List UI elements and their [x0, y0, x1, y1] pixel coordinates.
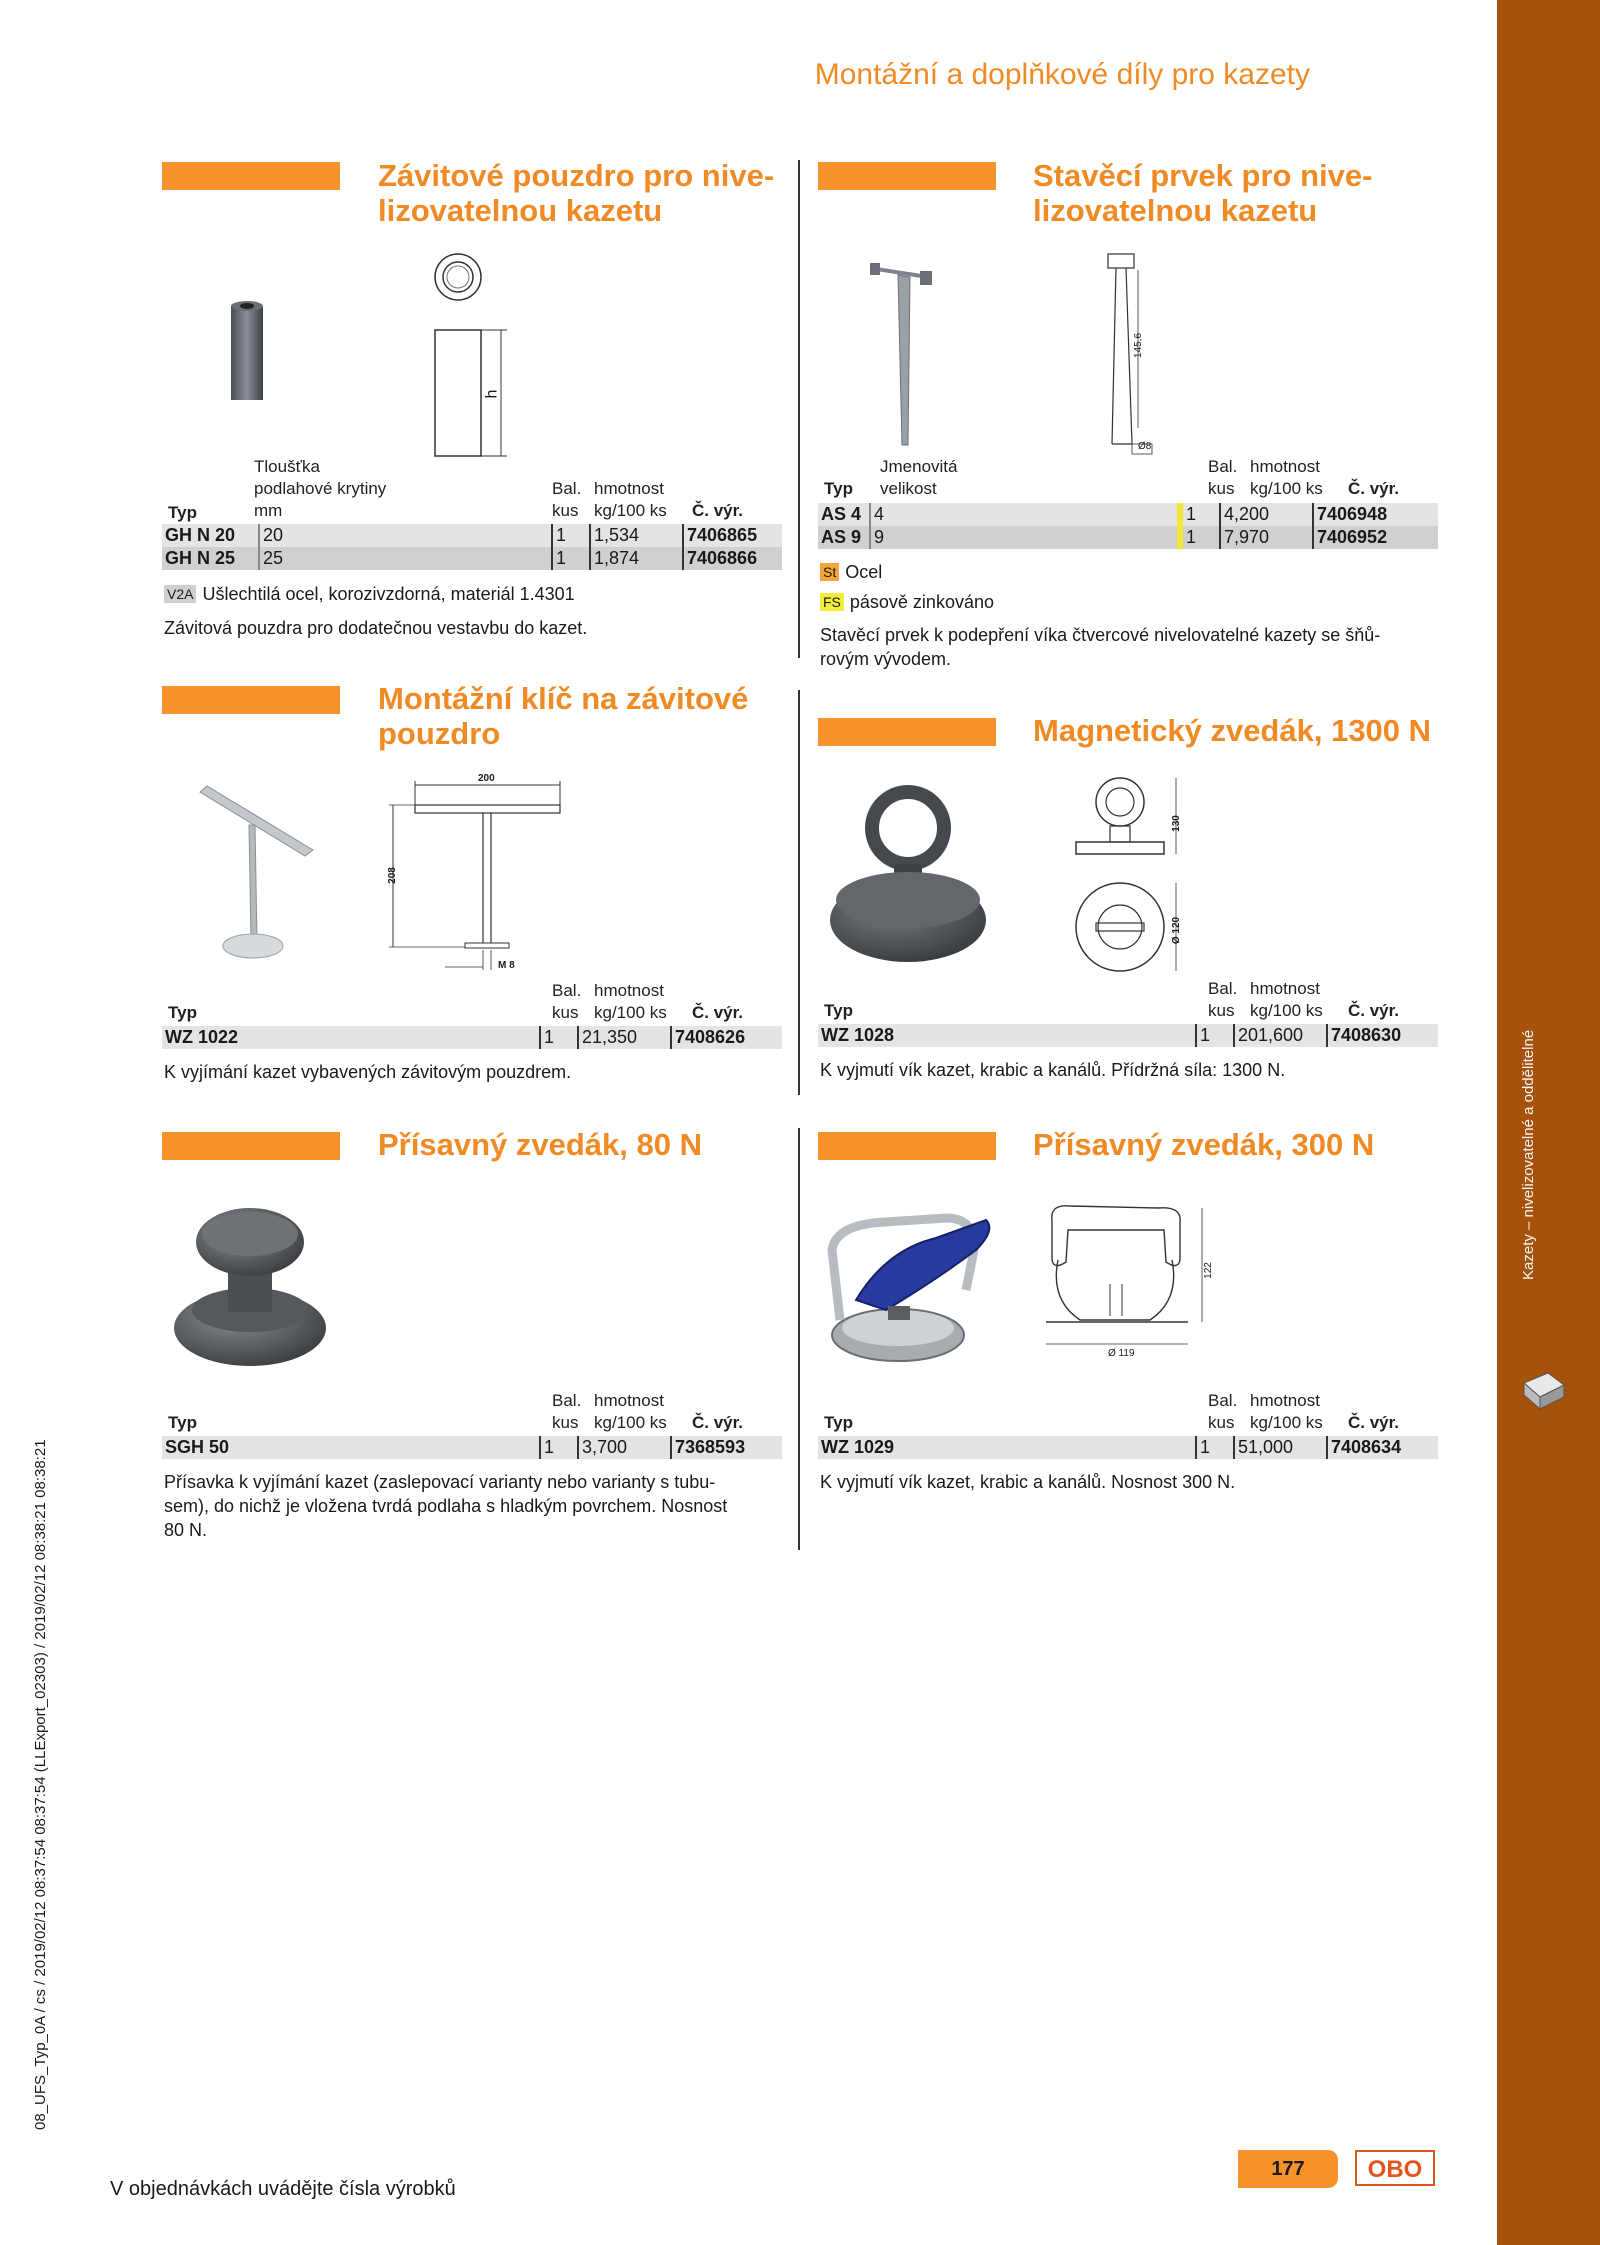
dimension-h: 145,6 — [1133, 332, 1145, 359]
section-title-wz1029: Přísavný zvedák, 300 N — [1033, 1127, 1375, 1162]
column-divider — [798, 690, 800, 1095]
footer-note: V objednávkách uvádějte čísla výrobků — [110, 2178, 456, 2200]
finish-badge: FS — [820, 593, 844, 611]
col-head: mm — [254, 501, 283, 520]
col-head: kg/100 ks — [1250, 1001, 1323, 1020]
col-head: Bal. — [1208, 457, 1238, 476]
col-head: hmotnost — [1250, 1391, 1320, 1410]
obo-logo — [1355, 2150, 1435, 2186]
threaded-sleeve-image — [225, 300, 270, 405]
table-row: AS 9 9 1 7,970 7406952 — [818, 526, 1438, 549]
column-divider — [798, 1128, 800, 1550]
table-row: GH N 20 20 1 1,534 7406865 — [162, 524, 782, 547]
page-header: Montážní a doplňkové díly pro kazety — [814, 58, 1310, 91]
col-head-typ: Typ — [168, 1413, 197, 1432]
col-head: Č. výr. — [692, 1003, 744, 1022]
col-head: Bal. — [552, 981, 582, 1000]
col-head: kus — [552, 1003, 579, 1022]
product-table-gh — [162, 524, 782, 570]
magnetic-lifter-drawing — [1068, 772, 1198, 977]
product-table-wz1022 — [162, 1026, 782, 1049]
table-row: GH N 25 25 1 1,874 7406866 — [162, 547, 782, 570]
right-sidebar — [1497, 0, 1600, 2245]
material-line — [820, 560, 882, 584]
material-line — [164, 582, 575, 606]
section-bar — [162, 1132, 340, 1160]
suction-lifter-300-image — [826, 1210, 996, 1365]
table-row: WZ 1022 1 21,350 7408626 — [162, 1026, 782, 1049]
dimension-d: Ø 120 — [1171, 916, 1183, 945]
col-head-typ: Typ — [168, 1003, 197, 1022]
col-head: Č. výr. — [692, 1413, 744, 1432]
section-bar — [162, 686, 340, 714]
col-head: Jmenovitá — [880, 457, 958, 476]
col-head: kg/100 ks — [1250, 1413, 1323, 1432]
col-head: Bal. — [1208, 1391, 1238, 1410]
col-head: kus — [1208, 479, 1235, 498]
table-row: SGH 50 1 3,700 7368593 — [162, 1436, 782, 1459]
col-head: Č. výr. — [692, 501, 744, 520]
section-bar — [818, 1132, 996, 1160]
col-head: kus — [1208, 1413, 1235, 1432]
side-label: Kazety – nivelizovatelné a oddělitelné — [1520, 1029, 1537, 1280]
svg-text:OBO: OBO — [1367, 2156, 1423, 2183]
col-head: Bal. — [552, 1391, 582, 1410]
vertical-meta: 08_UFS_Typ_0A / cs / 2019/02/12 08:37:54 08:37:54 (LLExport_02303) / 2019/02/12 08:38:21 08:38:21 — [32, 1439, 49, 2130]
col-head: Bal. — [1208, 979, 1238, 998]
table-row: AS 4 4 1 4,200 7406948 — [818, 503, 1438, 526]
section-title-gh: Závitové pouzdro pro nive- lizovatelnou kazetu — [378, 158, 775, 228]
adjusting-element-image — [868, 255, 938, 450]
suction-lifter-300-drawing — [1040, 1200, 1220, 1370]
col-head: hmotnost — [1250, 457, 1320, 476]
column-divider — [798, 160, 800, 658]
material-text: Ocel — [845, 562, 883, 582]
table-row: WZ 1029 1 51,000 7408634 — [818, 1436, 1438, 1459]
col-head: kg/100 ks — [594, 1413, 667, 1432]
product-table-wz1028 — [818, 1024, 1438, 1047]
description: Stavěcí prvek k podepření víka čtvercové nivelovatelné kazety se šňů- rovým vývodem. — [820, 625, 1381, 669]
description: Přísavka k vyjímání kazet (zaslepovací varianty nebo varianty s tubu- sem), do nichž je vložena tvrdá podlaha s hladkým povrchem. Nosnost 80 N. — [164, 1472, 728, 1540]
dimension-d: Ø 119 — [1108, 1348, 1135, 1359]
col-head: kus — [552, 1413, 579, 1432]
dimension-w: 200 — [478, 773, 495, 784]
col-head-typ: Typ — [824, 1001, 853, 1020]
section-bar — [818, 718, 996, 746]
col-head: hmotnost — [594, 479, 664, 498]
page-number: 177 — [1238, 2150, 1338, 2188]
col-head: Tloušťka — [254, 457, 320, 476]
description: K vyjmutí vík kazet, krabic a kanálů. Nosnost 300 N. — [820, 1472, 1236, 1492]
col-head: hmotnost — [594, 981, 664, 1000]
col-head-typ: Typ — [824, 479, 853, 498]
col-head: kg/100 ks — [594, 1003, 667, 1022]
section-title-sgh: Přísavný zvedák, 80 N — [378, 1127, 702, 1162]
dimension-m: M 8 — [498, 960, 515, 971]
finish-text: pásově zinkováno — [849, 592, 994, 612]
product-table-wz1029 — [818, 1436, 1438, 1459]
col-head-typ: Typ — [168, 503, 197, 522]
col-head: hmotnost — [1250, 979, 1320, 998]
product-table-as — [818, 503, 1438, 549]
description: K vyjímání kazet vybavených závitovým pouzdrem. — [164, 1062, 572, 1082]
dimension-h: 208 — [386, 867, 398, 884]
material-badge: St — [820, 563, 839, 581]
material-badge: V2A — [164, 585, 196, 603]
col-head: kg/100 ks — [1250, 479, 1323, 498]
table-row: WZ 1028 1 201,600 7408630 — [818, 1024, 1438, 1047]
description: Závitová pouzdra pro dodatečnou vestavbu do kazet. — [164, 618, 588, 638]
col-head: podlahové krytiny — [254, 479, 387, 498]
section-title-as: Stavěcí prvek pro nive- lizovatelnou kazetu — [1033, 158, 1373, 228]
section-bar — [818, 162, 996, 190]
col-head-typ: Typ — [824, 1413, 853, 1432]
product-table-sgh — [162, 1436, 782, 1459]
col-head: kg/100 ks — [594, 501, 667, 520]
section-title-wz1022: Montážní klíč na závitové pouzdro — [378, 681, 749, 751]
material-text: Ušlechtilá ocel, korozivzdorná, materiál 1.4301 — [202, 584, 575, 604]
section-bar — [162, 162, 340, 190]
magnetic-lifter-image — [828, 780, 988, 965]
col-head: Č. výr. — [1348, 479, 1400, 498]
dimension-h: 130 — [1170, 815, 1182, 832]
suction-lifter-80-image — [170, 1200, 330, 1370]
col-head: Č. výr. — [1348, 1001, 1400, 1020]
mounting-key-drawing — [385, 775, 565, 975]
col-head: Bal. — [552, 479, 582, 498]
description: K vyjmutí vík kazet, krabic a kanálů. Přídržná síla: 1300 N. — [820, 1060, 1286, 1080]
section-title-wz1028: Magnetický zvedák, 1300 N — [1033, 713, 1432, 748]
col-head: Č. výr. — [1348, 1413, 1400, 1432]
cassette-icon — [1518, 1365, 1568, 1415]
col-head: kus — [1208, 1001, 1235, 1020]
col-head: kus — [552, 501, 579, 520]
dimension-d: Ø8 — [1138, 441, 1152, 452]
finish-line — [820, 590, 994, 614]
dimension-h: 122 — [1202, 1262, 1214, 1279]
col-head: hmotnost — [594, 1391, 664, 1410]
mounting-key-image — [195, 780, 315, 965]
dimension-h: h — [483, 389, 501, 399]
sleeve-drawing — [425, 252, 525, 462]
col-head: velikost — [880, 479, 937, 498]
